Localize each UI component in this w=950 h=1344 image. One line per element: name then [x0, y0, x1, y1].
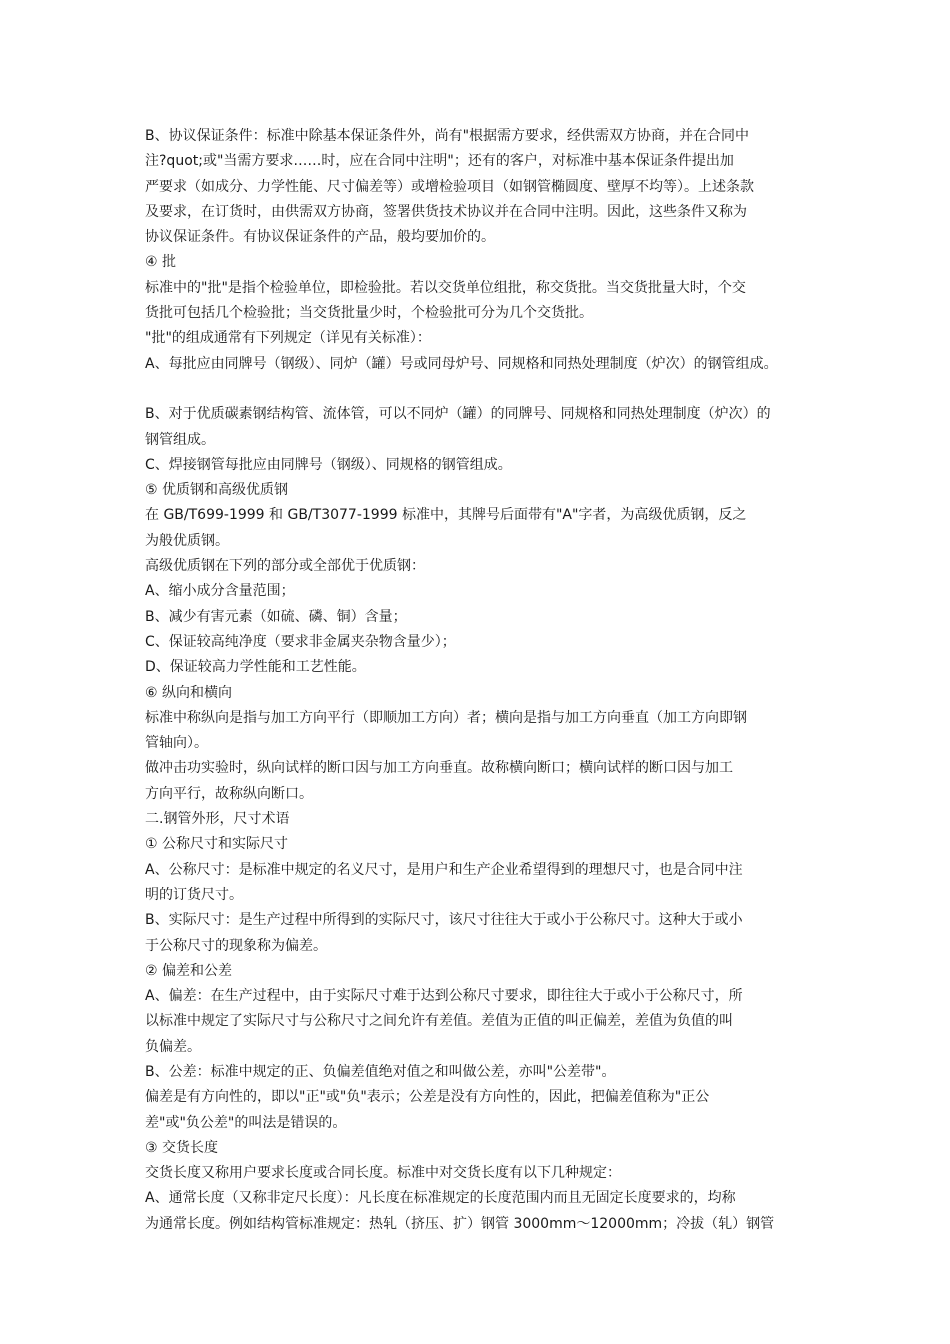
text-line: 明的订货尺寸。 [145, 886, 243, 903]
text-line: 交货长度又称用户要求长度或合同长度。标准中对交货长度有以下几种规定： [145, 1165, 621, 1182]
text-line: 高级优质钢在下列的部分或全部优于优质钢： [145, 558, 425, 575]
blank-line [145, 377, 825, 402]
text-line: 负偏差。 [145, 1038, 201, 1055]
text-line: ⑤ 优质钢和高级优质钢 [145, 482, 289, 499]
text-line: 方向平行，故称纵向断口。 [145, 785, 313, 802]
text-line: 为通常长度。例如结构管标准规定：热轧（挤压、扩）钢管 3000mm～12000mm；冷拔（轧）钢管 [145, 1215, 775, 1232]
text-line: B、公差：标准中规定的正、负偏差值绝对值之和叫做公差，亦叫"公差带"。 [145, 1063, 616, 1080]
text-line: 及要求，在订货时，由供需双方协商，签署供货技术协议并在合同中注明。因此，这些条件又称为 [145, 203, 747, 220]
text-line: "批"的组成通常有下列规定（详见有关标准）： [145, 330, 431, 347]
document-body [145, 124, 825, 1237]
text-line: 标准中称纵向是指与加工方向平行（即顺加工方向）者；横向是指与加工方向垂直（加工方向即钢 [145, 709, 747, 726]
text-line: ④ 批 [145, 254, 177, 271]
text-line: A、缩小成分含量范围； [145, 583, 295, 600]
text-line: 于公称尺寸的现象称为偏差。 [145, 937, 327, 954]
text-line: A、偏差：在生产过程中，由于实际尺寸难于达到公称尺寸要求，即往往大于或小于公称尺寸，所 [145, 988, 743, 1005]
text-line: 偏差是有方向性的，即以"正"或"负"表示；公差是没有方向性的，因此，把偏差值称为"正公 [145, 1089, 710, 1106]
text-line: A、每批应由同牌号（钢级）、同炉（罐）号或同母炉号、同规格和同热处理制度（炉次）的钢管组成。 [145, 355, 778, 372]
text-line: 注?quot;或"当需方要求……时，应在合同中注明"；还有的客户，对标准中基本保证条件提出加 [145, 153, 734, 170]
text-line: B、减少有害元素（如硫、磷、铜）含量； [145, 608, 407, 625]
text-line: A、公称尺寸：是标准中规定的名义尺寸，是用户和生产企业希望得到的理想尺寸，也是合同中注 [145, 861, 743, 878]
text-line: ① 公称尺寸和实际尺寸 [145, 836, 289, 853]
text-line: ⑥ 纵向和横向 [145, 684, 233, 701]
text-line: 协议保证条件。有协议保证条件的产品，般均要加价的。 [145, 229, 495, 246]
text-line: 二.钢管外形，尺寸术语 [145, 811, 290, 828]
text-line: C、保证较高纯净度（要求非金属夹杂物含量少）； [145, 633, 456, 650]
text-line: ② 偏差和公差 [145, 962, 233, 979]
text-line: 标准中的"批"是指个检验单位，即检验批。若以交货单位组批，称交货批。当交货批量大时，个交 [145, 279, 746, 296]
text-line: ③ 交货长度 [145, 1139, 219, 1156]
text-line: 钢管组成。 [145, 431, 215, 448]
text-line: 做冲击功实验时，纵向试样的断口因与加工方向垂直。故称横向断口；横向试样的断口因与加工 [145, 760, 733, 777]
text-line: 差"或"负公差"的叫法是错误的。 [145, 1114, 347, 1131]
text-line: 以标准中规定了实际尺寸与公称尺寸之间允许有差值。差值为正值的叫正偏差，差值为负值的叫 [145, 1013, 733, 1030]
text-line: 管轴向）。 [145, 735, 208, 752]
text-line: 在 GB/T699-1999 和 GB/T3077-1999 标准中，其牌号后面带有"A"字者，为高级优质钢，反之 [145, 507, 747, 524]
text-line: B、实际尺寸：是生产过程中所得到的实际尺寸，该尺寸往往大于或小于公称尺寸。这种大于或小 [145, 912, 743, 929]
text-line: C、焊接钢管每批应由同牌号（钢级）、同规格的钢管组成。 [145, 456, 512, 473]
text-line: B、协议保证条件：标准中除基本保证条件外，尚有"根据需方要求，经供需双方协商，并在合同中 [145, 128, 750, 144]
text-line: D、保证较高力学性能和工艺性能。 [145, 659, 366, 676]
text-line: 为般优质钢。 [145, 532, 229, 549]
text-line: A、通常长度（又称非定尺长度）：凡长度在标准规定的长度范围内而且无固定长度要求的，均称 [145, 1190, 736, 1207]
text-line: B、对于优质碳素钢结构管、流体管，可以不同炉（罐）的同牌号、同规格和同热处理制度（炉次）的 [145, 406, 771, 423]
text-line: 货批可包括几个检验批；当交货批量少时，个检验批可分为几个交货批。 [145, 305, 593, 322]
text-line: 严要求（如成分、力学性能、尺寸偏差等）或增检验项目（如钢管椭圆度、壁厚不均等）。上述条款 [145, 178, 754, 195]
